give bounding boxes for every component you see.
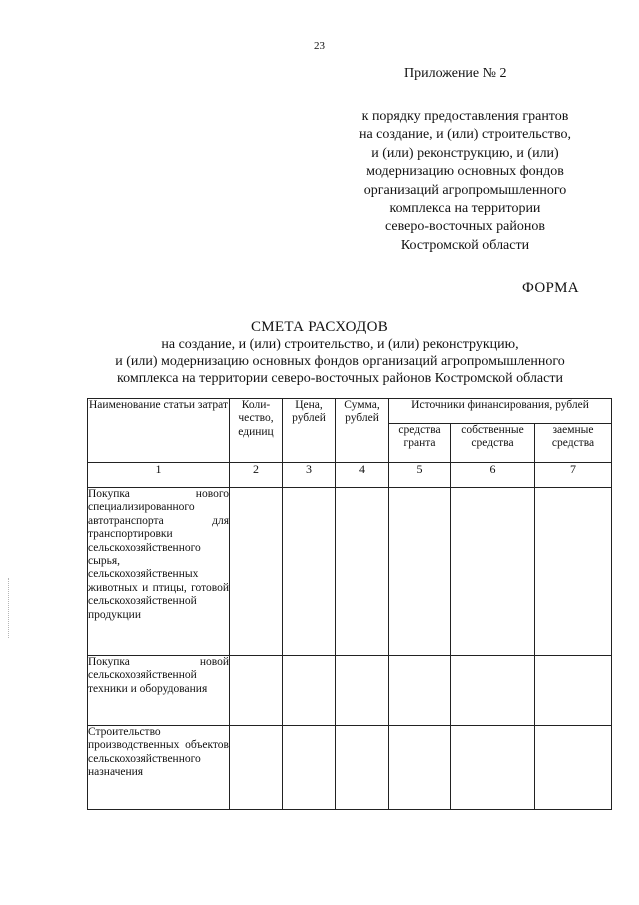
cell-sum bbox=[336, 726, 389, 810]
appendix-title: Приложение № 2 bbox=[404, 66, 507, 81]
appendix-line: организаций агропромышленного bbox=[363, 182, 567, 198]
column-number: 5 bbox=[389, 463, 451, 488]
appendix-line: и (или) реконструкцию, и (или) bbox=[371, 145, 559, 161]
column-number: 6 bbox=[451, 463, 535, 488]
estimate-subtitle bbox=[60, 336, 620, 387]
table-row bbox=[88, 488, 612, 656]
cell-price bbox=[283, 488, 336, 656]
cell-price bbox=[283, 726, 336, 810]
appendix-line: на создание, и (или) строительство, bbox=[358, 127, 572, 143]
column-number: 4 bbox=[336, 463, 389, 488]
cell-own bbox=[451, 726, 535, 810]
appendix-line: комплекса на территории bbox=[389, 201, 541, 217]
row-item: Покупка нового специализированного автотранспорта для транспортировки сельскохозяйственного сырья, сельскохозяйственных животных и птицы, готовой сельскохозяйственной продукции bbox=[88, 488, 230, 656]
column-number: 3 bbox=[283, 463, 336, 488]
budget-table bbox=[87, 398, 612, 810]
header-sum: Сумма, рублей bbox=[336, 399, 389, 463]
row-item: Покупка новой сельскохозяйственной техники и оборудования bbox=[88, 656, 230, 726]
appendix-line: к порядку предоставления грантов bbox=[361, 109, 569, 124]
estimate-subtitle-line: комплекса на территории северо-восточных районов Костромской области bbox=[117, 371, 563, 386]
cell-borrowed bbox=[535, 656, 612, 726]
scan-margin-mark bbox=[8, 578, 11, 638]
cell-borrowed bbox=[535, 488, 612, 656]
header-grant: средства гранта bbox=[389, 424, 451, 463]
cell-borrowed bbox=[535, 726, 612, 810]
appendix-description bbox=[330, 108, 600, 255]
cell-price bbox=[283, 656, 336, 726]
estimate-title: СМЕТА РАСХОДОВ bbox=[250, 319, 389, 335]
form-label: ФОРМА bbox=[522, 280, 579, 296]
header-sources: Источники финансирования, рублей bbox=[389, 399, 612, 424]
header-item: Наименование статьи затрат bbox=[88, 399, 230, 463]
cell-grant bbox=[389, 656, 451, 726]
header-quantity: Коли-чество, единиц bbox=[230, 399, 283, 463]
cell-grant bbox=[389, 726, 451, 810]
appendix-line: модернизацию основных фондов bbox=[366, 164, 564, 180]
table-header-row bbox=[88, 399, 612, 424]
cell-quantity bbox=[230, 488, 283, 656]
header-borrowed: заемные средства bbox=[535, 424, 612, 463]
estimate-subtitle-line: на создание, и (или) строительство, и (или) реконструкцию, bbox=[161, 337, 519, 352]
column-number: 1 bbox=[88, 463, 230, 488]
table-row bbox=[88, 726, 612, 810]
column-number-row bbox=[88, 463, 612, 488]
cell-sum bbox=[336, 488, 389, 656]
cell-own bbox=[451, 488, 535, 656]
estimate-subtitle-line: и (или) модернизацию основных фондов организаций агропромышленного bbox=[115, 354, 565, 369]
cell-own bbox=[451, 656, 535, 726]
cell-quantity bbox=[230, 656, 283, 726]
cell-quantity bbox=[230, 726, 283, 810]
table-row bbox=[88, 656, 612, 726]
appendix-line: Костромской области bbox=[400, 237, 530, 253]
column-number: 7 bbox=[535, 463, 612, 488]
cell-grant bbox=[389, 488, 451, 656]
header-own: собственные средства bbox=[451, 424, 535, 463]
column-number: 2 bbox=[230, 463, 283, 488]
header-price: Цена, рублей bbox=[283, 399, 336, 463]
appendix-line: северо-восточных районов bbox=[385, 219, 545, 235]
row-item: Строительство производственных объектов сельскохозяйственного назначения bbox=[88, 726, 230, 810]
page-number: 23 bbox=[314, 40, 325, 52]
cell-sum bbox=[336, 656, 389, 726]
